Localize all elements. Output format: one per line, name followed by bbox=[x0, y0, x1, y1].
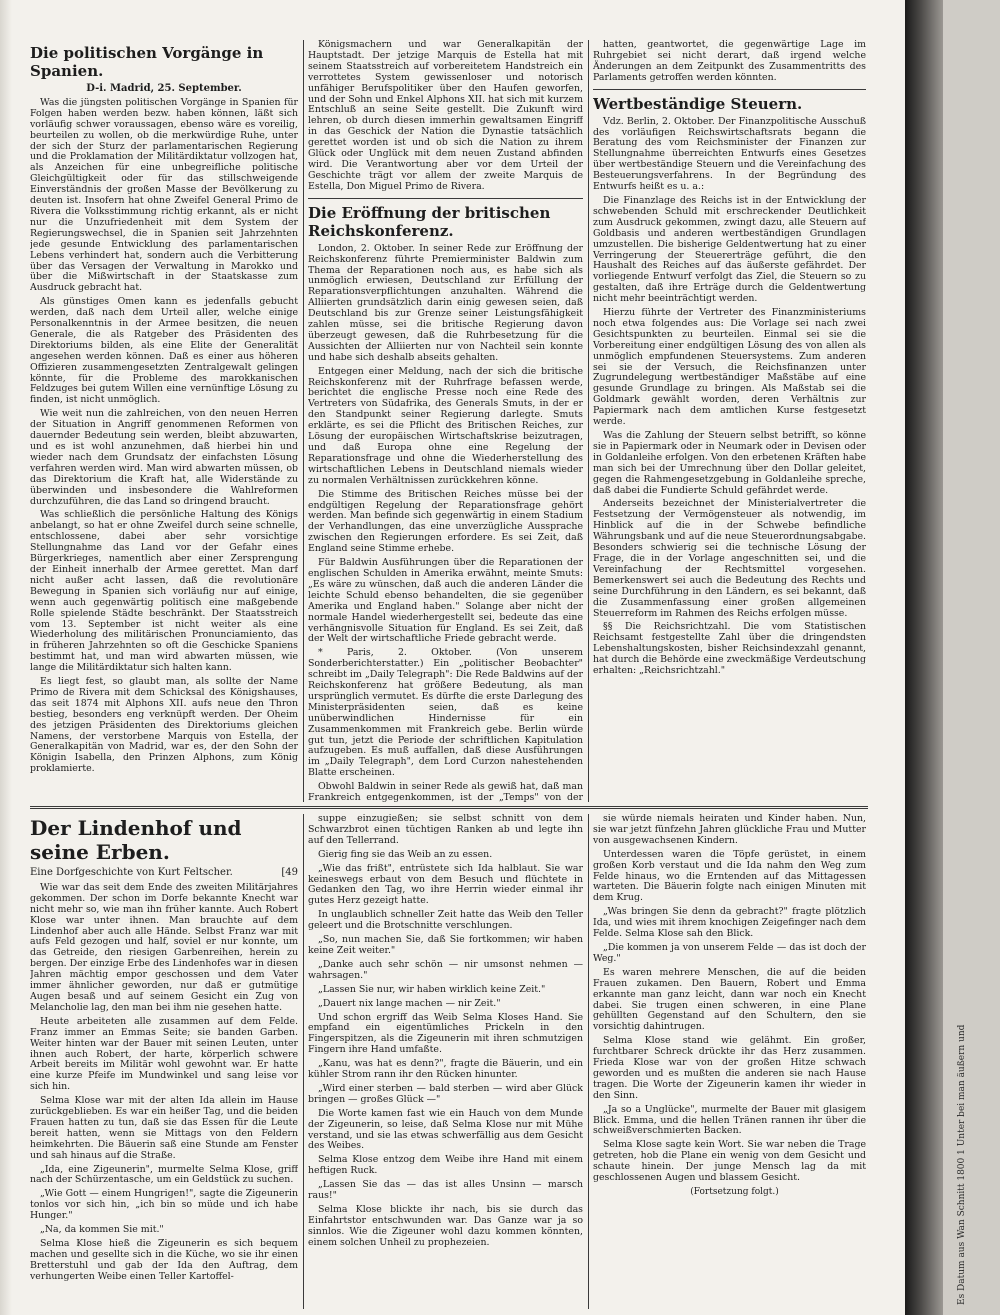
paragraph: „Danke auch sehr schön — nir umsonst nehmen — wahrsagen." bbox=[308, 958, 583, 981]
paragraph: Es liegt fest, so glaubt man, als sollte der Name Primo de Rivera mit dem Schicksal des Königshauses, das seit 1874 mit Alphons XII. aufs neue den Thron bestieg, besonders eng verknüpft werden. Der Oheim des jetzigen Präsidenten des Direktoriums gleichen Namens, der verstorbene Marquis von Estella, der Generalkapitän von Madrid, war es, der den Sohn der Königin Isabella, den Prinzen Alphons, zum König proklamierte. bbox=[30, 676, 298, 775]
paragraph: „Lassen Sie nur, wir haben wirklich keine Zeit." bbox=[318, 983, 546, 995]
paragraph: Selma Klose sagte kein Wort. Sie war neben die Trage getreten, hob die Plane ein wenig von dem Gesicht und schaute hinein. Der junge Mensch lag da mit geschlossenen Augen und blassem Gesicht. bbox=[593, 1139, 866, 1184]
paragraph: In unglaublich schneller Zeit hatte das Weib den Teller geleert und die Brotschnitte verschlungen. bbox=[308, 909, 583, 932]
dateline-spain: D-i. Madrid, 25. September. bbox=[86, 83, 242, 94]
paragraph: Die Finanzlage des Reichs ist in der Entwicklung der schwebenden Schuld mit erschreckender Deutlichkeit zum Ausdruck gekommen, zwingt dazu, alle Steuern auf Goldbasis und anderen wertbeständigen Grundlagen umzustellen. Die bisherige Geldentwertung hat zu einer Verringerung der Steuererträge geführt, die den Haushalt des Reiches auf das äußerste gefährdet. Der vorliegende Entwurf verfolgt das Ziel, die Steuern so zu gestalten, daß ihre Erträge durch die Geldentwertung nicht mehr beeinträchtigt werden. bbox=[593, 194, 866, 305]
paragraph: Heute arbeiteten alle zusammen auf dem Felde. Franz immer an Emmas Seite; sie banden Garben. Weiter hinten war der Bauer mit seinen Leuten, unter ihnen auch Robert, der harte, körperlich schwere Arbeit bereits im Militär wohl gewohnt war. Er hatte eine kurze Pfeife im Mundwinkel und sang leise vor sich hin. bbox=[30, 1015, 298, 1093]
paragraph: „Wird einer sterben — bald sterben — wird aber Glück bringen — großes Glück —" bbox=[308, 1082, 583, 1105]
paragraph: Was die jüngsten politischen Vorgänge in Spanien für Folgen haben werden bezw. haben können, läßt sich vorläufig schwer voraussagen, ebenso wäre es voreilig, beurteilen zu wollen, ob die merkwürdige Ruhe, unter der sich der Sturz der parlamentarischen Regierung und die Proklamation der Militärdiktatur vollzogen hat, als Anzeichen für eine unbegreifliche politische Gleichgültigkeit oder für das stillschweigende Einverständnis der großen Masse der Bevölkerung zu deuten ist. Insofern hat ohne Zweifel General Primo de Rivera die Volksstimmung richtig erkannt, als er nicht nur die Unzufriedenheit mit dem System der Regierungswechsel, die in Spanien seit Jahrzehnten jede gesunde Entwicklung des parlamentarischen Lebens verhindert hat, sondern auch die Verbitterung über das Versagen der Verwaltung in Marokko und über die Mißwirtschaft in der Staatskasse zum Ausdruck gebracht hat. bbox=[30, 96, 298, 294]
scan-shadow-left bbox=[0, 0, 12, 1315]
paragraph: Selma Klose blickte ihr nach, bis sie durch das Einfahrtstor entschwunden war. Das Ganze war ja so sinnlos. Wie die Zigeuner wohl dazu kommen könnten, einem solchen Unheil zu prophezeien. bbox=[308, 1204, 583, 1248]
column-steuern bbox=[593, 40, 866, 802]
paragraph: sie würde niemals heiraten und Kinder haben. Nun, sie war jetzt fünfzehn Jahren glückliche Frau und Mutter von ausgewachsenen Kindern. bbox=[593, 814, 866, 846]
paragraph: „Die kommen ja von unserem Felde — das ist doch der Weg." bbox=[593, 941, 866, 964]
column-reichskonferenz bbox=[308, 40, 583, 802]
paragraph: Und schon ergriff das Weib Selma Kloses Hand. Sie empfand ein eigentümliches Prickeln in den Fingerspitzen, als die Zigeunerin mit ihren schmutzigen Fingern ihre Hand umfaßte. bbox=[308, 1011, 583, 1056]
paragraph: Selma Klose hieß die Zigeunerin es sich bequem machen und gesellte sich in die Küche, wo sie ihr einen Bretterstuhl und gab der Ida den Auftrag, dem verhungerten Weibe einen Teller Kartoffel- bbox=[30, 1238, 298, 1282]
paragraph: „Kanu, was hat es denn?", fragte die Bäuerin, und ein kühler Strom rann ihr den Rücken hinunter. bbox=[308, 1058, 583, 1081]
adjacent-page-fragment: Es Datum aus Wan Schnitt 1800 1 Unter bei man äußern und bbox=[957, 1024, 967, 1305]
paragraph: Königsmachern und war Generalkapitän der Hauptstadt. Der jetzige Marquis de Estella hat mit seinem Staatsstreich auf vorbereitetem Handstreich ein verrottetes System gewissenloser und notorisch unfähiger Berufspolitiker über den Haufen geworfen, und der Sohn und Enkel Alphons XII. hat sich mit kurzem Entschluß an seine Seite gestellt. Die Zukunft wird lehren, ob durch diesen immerhin gewaltsamen Eingriff in das Geschick der Nation die Dynastie tatsächlich gerettet worden ist und ob sich die Nation zu ihrem Glück oder Unglück mit dem neuen Zustand abfinden wird. Die Verantwortung aber vor dem Urteil der Geschichte trägt vor allem der zweite Marquis de Estella, Don Miguel Primo de Rivera. bbox=[308, 40, 583, 192]
section-divider bbox=[593, 89, 866, 90]
serial-title: Der Lindenhof und seine Erben. bbox=[30, 816, 242, 864]
column-rule bbox=[303, 814, 304, 1309]
headline-reichskonferenz: Die Eröffnung der britischen Reichskonferenz. bbox=[308, 203, 551, 240]
feuilleton-rule bbox=[30, 806, 868, 807]
paragraph: Wie weit nun die zahlreichen, von den neuen Herren der Situation in Angriff genommenen Reformen von dauernder Bedeutung sein werden, bleibt abzuwarten, und es ist wohl anzunehmen, daß hierbei hin und wieder nach dem Grundsatz der einfachsten Lösung verfahren werden wird. Man wird abwarten müssen, ob das Direktorium die Kraft hat, alle Widerstände zu überwinden und insbesondere die Wahlreformen durchzuführen, die das Land so dringend braucht. bbox=[30, 408, 298, 507]
section-divider bbox=[308, 198, 583, 199]
paragraph: Gierig fing sie das Weib an zu essen. bbox=[318, 848, 493, 860]
serial-column-3 bbox=[593, 814, 866, 1309]
paragraph: „Wie Gott — einem Hungrigen!", sagte die Zigeunerin tonlos vor sich hin, „ich bin so müde und ich habe Hunger." bbox=[30, 1188, 298, 1222]
column-spain bbox=[30, 42, 298, 802]
paragraph: hatten, geantwortet, die gegenwärtige Lage im Ruhrgebiet sei nicht derart, daß irgend welche Änderungen an dem Zeitpunkt des Zusammentritts des Parlaments getroffen werden könnten. bbox=[593, 40, 866, 83]
binding-strip bbox=[905, 0, 943, 1315]
paragraph: London, 2. Oktober. In seiner Rede zur Eröffnung der Reichskonferenz führte Premierminister Baldwin zum Thema der Reparationen noch aus, es habe sich als unmöglich erwiesen, Deutschland zur Erfüllung der Reparationsverpflichtungen anzuhalten. Während die Alliierten grundsätzlich darin einig gewesen seien, daß Deutschland bis zur Grenze seiner Leistungsfähigkeit zahlen müsse, sei die britische Regierung davon überzeugt gewesen, daß die Ruhrbesetzung für die Aussichten der Alliierten nur von Nachteil sein konnte und habe sich deshalb abseits gehalten. bbox=[308, 242, 583, 363]
serial-column-2 bbox=[308, 814, 583, 1309]
paragraph: Vdz. Berlin, 2. Oktober. Der Finanzpolitische Ausschuß des vorläufigen Reichswirtschaftsrats begann die Beratung des vom Reichsminister der Finanzen zur Stellungnahme überreichten Entwurfs eines Gesetzes über wertbeständige Steuern und die Vereinfachung des Besteuerungsverfahrens. In der Begründung des Entwurfs heißt es u. a.: bbox=[593, 115, 866, 193]
serial-issue-number: [49 bbox=[281, 867, 298, 878]
paragraph: Für Baldwin Ausführungen über die Reparationen der englischen Schulden in Amerika erwähnt, meinte Smuts: „Es wäre zu wünschen, daß auch die anderen Länder die leichte Schuld ebenso behandelten, die sie gegenüber Amerika und England haben." Solange aber nicht der normale Handel wiederhergestellt sei, bedeute das eine verhängnisvolle Situation für England. Es sei Zeit, daß der Welt der wirtschaftliche Friede gebracht werde. bbox=[308, 557, 583, 645]
column-rule bbox=[588, 814, 589, 1309]
paragraph: „Was bringen Sie denn da gebracht?" fragte plötzlich Ida, und wies mit ihrem knochigen Zeigefinger nach dem Felde. Selma Klose sah den Blick. bbox=[593, 906, 866, 940]
paragraph: Die Worte kamen fast wie ein Hauch von dem Munde der Zigeunerin, so leise, daß Selma Klose nur mit Mühe verstand, und sie las etwas schwerfällig aus dem Gesicht des Weibes. bbox=[308, 1107, 583, 1152]
paragraph: Selma Klose war mit der alten Ida allein im Hause zurückgeblieben. Es war ein heißer Tag, und die beiden Frauen hatten zu tun, daß sie das Essen für die Leute bereit hatten, wenn sie Mittags von den Feldern heimkehrten. Die Bäuerin saß eine Stunde am Fenster und sah hinaus auf die Straße. bbox=[30, 1095, 298, 1161]
paragraph: * Paris, 2. Oktober. (Von unserem Sonderberichterstatter.) Ein „politischer Beobachter" schreibt im „Daily Telegraph": Die Rede Baldwins auf der Reichskonferenz hat größere Bedeutung, als man ursprünglich vermutet. Es dürfte die erste Darlegung des Ministerpräsidenten seien, daß es keine unüberwindlichen Hindernisse für ein Zusammenkommen mit Frankreich gebe. Berlin würde gut tun, jetzt die Periode der schriftlichen Kapitulation aufzugeben. Es muß auffallen, daß diese Ausführungen im „Daily Telegraph", dem Lord Curzon nahestehenden Blatte erscheinen. bbox=[308, 647, 583, 779]
column-rule bbox=[303, 40, 304, 802]
paragraph: Als günstiges Omen kann es jedenfalls gebucht werden, daß nach dem Urteil aller, welche einige Personalkenntnis in der Armee besitzen, die neuen Generale, die als Ratgeber des Präsidenten des Direktoriums bilden, als eine Elite der Generalität angesehen werden können. Daß es einer aus höheren Offizieren zusammengesetzten Zentralgewalt gelingen könnte, für die Probleme des marokkanischen Feldzuges bei gutem Willen eine vernünftige Lösung zu finden, ist nicht unmöglich. bbox=[30, 296, 298, 406]
paragraph: Unterdessen waren die Töpfe gerüstet, in einem großen Korb verstaut und die Ida nahm den Weg zum Felde hinaus, wo die Erntenden auf das Mittagessen warteten. Die Bäuerin folgte nach einigen Minuten mit dem Krug. bbox=[593, 848, 866, 904]
paragraph: §§ Die Reichsrichtzahl. Die vom Statistischen Reichsamt festgestellte Zahl über die dringendsten Lebenshaltungskosten, bisher Reichsindexzahl genannt, hat durch die Behörde eine zweckmäßige Verdeutschung erhalten: „Reichsrichtzahl." bbox=[593, 621, 866, 677]
serial-author-line: Eine Dorfgeschichte von Kurt Feltscher. bbox=[30, 867, 233, 878]
paragraph: „So, nun machen Sie, daß Sie fortkommen; wir haben keine Zeit weiter." bbox=[308, 934, 583, 956]
headline-steuern: Wertbeständige Steuern. bbox=[593, 94, 803, 113]
paragraph: Obwohl Baldwin in seiner Rede als gewiß hat, daß man Frankreich entgegenkommen, ist der „Temps" von der bbox=[308, 781, 583, 802]
headline-spain: Die politischen Vorgänge in Spanien. bbox=[30, 44, 264, 80]
serial-column-1 bbox=[30, 814, 298, 1309]
scan-binding-edge bbox=[905, 0, 1000, 1315]
paragraph: „Dauert nix lange machen — nir Zeit." bbox=[318, 997, 501, 1009]
paragraph: Hierzu führte der Vertreter des Finanzministeriums noch etwa folgendes aus: Die Vorlage sei nach zwei Gesichtspunkten zu beurteilen. Einmal sei sie die Vorbereitung einer endgültigen Lösung des von allen als unmöglich empfundenen Steuersystems. Zum anderen sei sie der Versuch, die Reichsfinanzen unter Zugrundelegung wertbeständiger Maßstäbe auf eine gesunde Grundlage zu bringen. Als Maßstab sei die Goldmark gewählt worden, deren Verhältnis zur Papiermark nach dem amtlichen Kurse festgesetzt werde. bbox=[593, 307, 866, 428]
paragraph: „Wie das frißt", entrüstete sich Ida halblaut. Sie war keineswegs erbaut von dem Besuch und flüchtete in Gedanken den Tag, wo ihre Herrin wieder einmal ihr gutes Herz gezeigt hatte. bbox=[308, 862, 583, 907]
feuilleton-rule-double bbox=[30, 808, 868, 809]
paragraph: Wie war das seit dem Ende des zweiten Militärjahres gekommen. Der schon im Dorfe bekannte Knecht war nicht mehr so, wie man ihn früher kannte. Auch Robert Klose war unter ihnen. Man brauchte auf dem Lindenhof aber auch alle Hände. Selbst Franz war mit aufs Feld gezogen und half, soviel er nur konnte, um das Getreide, den riesigen Garbenreihen, herein zu bergen. Der einzige Erbe des Lindenhofes war in diesen Jahren mächtig empor geschossen und dem Vater immer ähnlicher geworden, nur daß er gutmütige Augen besaß und auf seinem Gesicht ein Zug von Melancholie lag, den man bei ihm nie gesehen hatte. bbox=[30, 881, 298, 1013]
paragraph: Selma Klose stand wie gelähmt. Ein großer, furchtbarer Schreck drückte ihr das Herz zusammen. Frieda Klose war von der großen Hitze schwach geworden und es mußten die anderen sie nach Hause tragen. Die Worte der Zigeunerin kamen ihr wieder in den Sinn. bbox=[593, 1035, 866, 1101]
paragraph: „Na, da kommen Sie mit." bbox=[40, 1224, 164, 1236]
paragraph: „Ida, eine Zigeunerin", murmelte Selma Klose, griff nach der Schürzentasche, um ein Geldstück zu suchen. bbox=[30, 1163, 298, 1186]
paragraph: Anderseits bezeichnet der Ministerialvertreter die Festsetzung der Vermögensteuer als notwendig, im Hinblick auf die in der Schwebe befindliche Währungsbank und auf die neue Steuerordnungsabgabe. Besonders schwierig sei die technische Lösung der Frage, die in der Vorlage angeschnitten sei, und die Vereinfachung der Rechtsmittel vorgesehen. Bemerkenswert sei auch die Bedeutung des Rechts und seine Durchführung in den Ländern, es sei bekannt, daß die Zusammenfassung einer großen allgemeinen Steuerreform im Rahmen des Reichs erfolgen müsse. bbox=[593, 498, 866, 619]
paragraph: Entgegen einer Meldung, nach der sich die britische Reichskonferenz mit der Ruhrfrage befassen werde, berichtet die englische Presse noch eine Rede des Vertreters von Südafrika, des Generals Smuts, in der er den Standpunkt seiner Regierung darlegte. Smuts erklärte, es sei die Pflicht des Britischen Reiches, zur Lösung der europäischen Wirtschaftskrise beizutragen, und daß Europa ohne eine Regelung der Reparationsfrage und ohne die Wiederherstellung des wirtschaftlichen Lebens in Deutschland niemals wieder zu normalen Verhältnissen zurückkehren könne. bbox=[308, 365, 583, 486]
paragraph: Was die Zahlung der Steuern selbst betrifft, so könne sie in Papiermark oder in Neumark oder in Devisen oder in Goldanleihe erfolgen. Von den erbetenen Kräften habe man sich bei der Umrechnung über den Dollar geleitet, gegen die Rahmengesetzgebung in Goldanleihe spreche, daß dabei die Fundierte Schuld gefährdet werde. bbox=[593, 430, 866, 496]
serial-subtitle bbox=[30, 868, 298, 879]
paragraph: suppe einzugießen; sie selbst schnitt von dem Schwarzbrot einen tüchtigen Ranken ab und legte ihn auf den Tellerrand. bbox=[308, 814, 583, 846]
paragraph: Selma Klose entzog dem Weibe ihre Hand mit einem heftigen Ruck. bbox=[308, 1154, 583, 1177]
paragraph: „Lassen Sie das — das ist alles Unsinn — marsch raus!" bbox=[308, 1179, 583, 1202]
to-be-continued: (Fortsetzung folgt.) bbox=[690, 1187, 779, 1197]
paragraph: „Ja so a Unglücke", murmelte der Bauer mit glasigem Blick. Emma, und die hellen Tränen rannen ihr über die schweißverschmierten Backen. bbox=[593, 1103, 866, 1137]
paragraph: Was schließlich die persönliche Haltung des Königs anbelangt, so hat er ohne Zweifel durch seine schnelle, entschlossene, dabei aber sehr vorsichtige Stellungnahme das Land vor der Gefahr eines Bürgerkrieges, namentlich aber einer Zersprengung der Einheit innerhalb der Armee gerettet. Man darf nicht außer acht lassen, daß die revolutionäre Bewegung in Spanien sich vorläufig nur auf einige, wenn auch gegenwärtig politisch eine maßgebende Rolle spielende Städte beschränkt. Der Staatsstreich vom 13. September ist nicht weiter als eine Wiederholung des militärischen Pronunciamiento, das in früheren Jahrzehnten so oft die Geschicke Spaniens bestimmt hat, und man wird abwarten müssen, wie lange die Militärdiktatur sich halten kann. bbox=[30, 509, 298, 674]
paragraph: Es waren mehrere Menschen, die auf die beiden Frauen zukamen. Den Bauern, Robert und Emma erkannte man ganz leicht, dann war noch ein Knecht dabei. Sie trugen einen schweren, in eine Plane gehüllten Gegenstand auf den Schultern, den sie vorsichtig dahintrugen. bbox=[593, 966, 866, 1033]
column-rule bbox=[588, 40, 589, 802]
paragraph: Die Stimme des Britischen Reiches müsse bei der endgültigen Regelung der Reparationsfrage gehört werden. Man befinde sich gegenwärtig in einem Stadium der Verhandlungen, das eine unverzügliche Aussprache zwischen den Regierungen erfordere. Es sei Zeit, daß England seine Stimme erhebe. bbox=[308, 488, 583, 555]
